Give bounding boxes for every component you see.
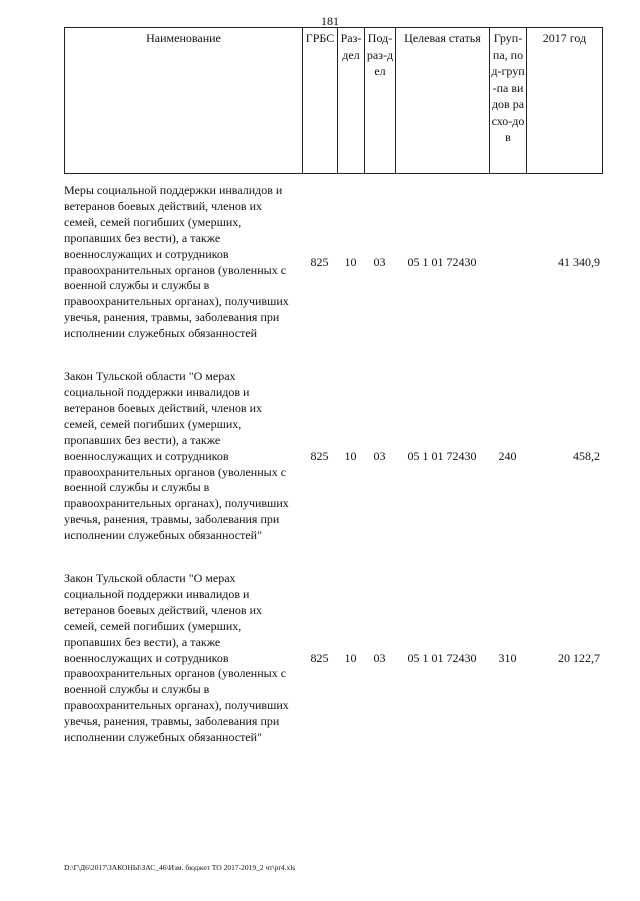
row-amount: 41 340,9 <box>558 254 600 269</box>
table-header <box>64 27 603 174</box>
header-group: Груп-па, под-груп-па видов расхо-дов <box>490 28 527 174</box>
row-razdel: 10 <box>344 448 357 463</box>
row-name: Закон Тульской области "О мерах социальной поддержки инвалидов и ветеранов боевых действий, членов их семей, семей погибших (умерших, пропавших без вести), а также военнослужащих и сотрудников правоохранительных органов (уволенных с военной службы и службы в правоохранительных органах), получивших увечья, ранения, травмы, заболевания при исполнении служебных обязанностей" <box>64 369 289 543</box>
header-podrazdel: Под-раз-дел <box>365 28 396 174</box>
row-podrazdel: 03 <box>373 650 386 665</box>
page-number: 181 <box>321 14 339 28</box>
row-podrazdel: 03 <box>373 254 386 269</box>
table-row <box>64 362 602 564</box>
header-target: Целевая статья <box>396 28 490 174</box>
row-group: 240 <box>498 448 517 463</box>
table-row <box>64 564 602 766</box>
row-target: 05 1 01 72430 <box>407 448 477 463</box>
footer-file-path: D:\Г\Д6\2017\ЗАКОНЫ\ЗАС_46\Изм. бюджет ТО 2017-2019_2 чт\pr4.xls <box>64 863 296 872</box>
row-name: Закон Тульской области "О мерах социальной поддержки инвалидов и ветеранов боевых действий, членов их семей, семей погибших (умерших, пропавших без вести), а также военнослужащих и сотрудников правоохранительных органов (уволенных с военной службы и службы в правоохранительных органах), получивших увечья, ранения, травмы, заболевания при исполнении служебных обязанностей" <box>64 571 289 745</box>
row-target: 05 1 01 72430 <box>407 650 477 665</box>
header-razdel: Раз-дел <box>338 28 365 174</box>
header-year: 2017 год <box>527 28 603 174</box>
header-grbs: ГРБС <box>303 28 338 174</box>
row-grbs: 825 <box>310 650 329 665</box>
row-name: Меры социальной поддержки инвалидов и ветеранов боевых действий, членов их семей, семей погибших (умерших, пропавших без вести), а также военнослужащих и сотрудников правоохранительных органов (уволенных с военной службы и службы в правоохранительных органах), получивших увечья, ранения, травмы, заболевания при исполнении служебных обязанностей <box>64 183 289 341</box>
header-name: Наименование <box>65 28 303 174</box>
row-amount: 20 122,7 <box>558 650 600 665</box>
row-podrazdel: 03 <box>373 448 386 463</box>
row-group <box>489 176 526 362</box>
table-row <box>64 176 602 362</box>
row-razdel: 10 <box>344 254 357 269</box>
row-grbs: 825 <box>310 448 329 463</box>
row-group: 310 <box>498 650 517 665</box>
budget-table <box>64 176 602 766</box>
row-amount: 458,2 <box>573 448 600 463</box>
row-grbs: 825 <box>310 254 329 269</box>
row-target: 05 1 01 72430 <box>407 254 477 269</box>
row-razdel: 10 <box>344 650 357 665</box>
